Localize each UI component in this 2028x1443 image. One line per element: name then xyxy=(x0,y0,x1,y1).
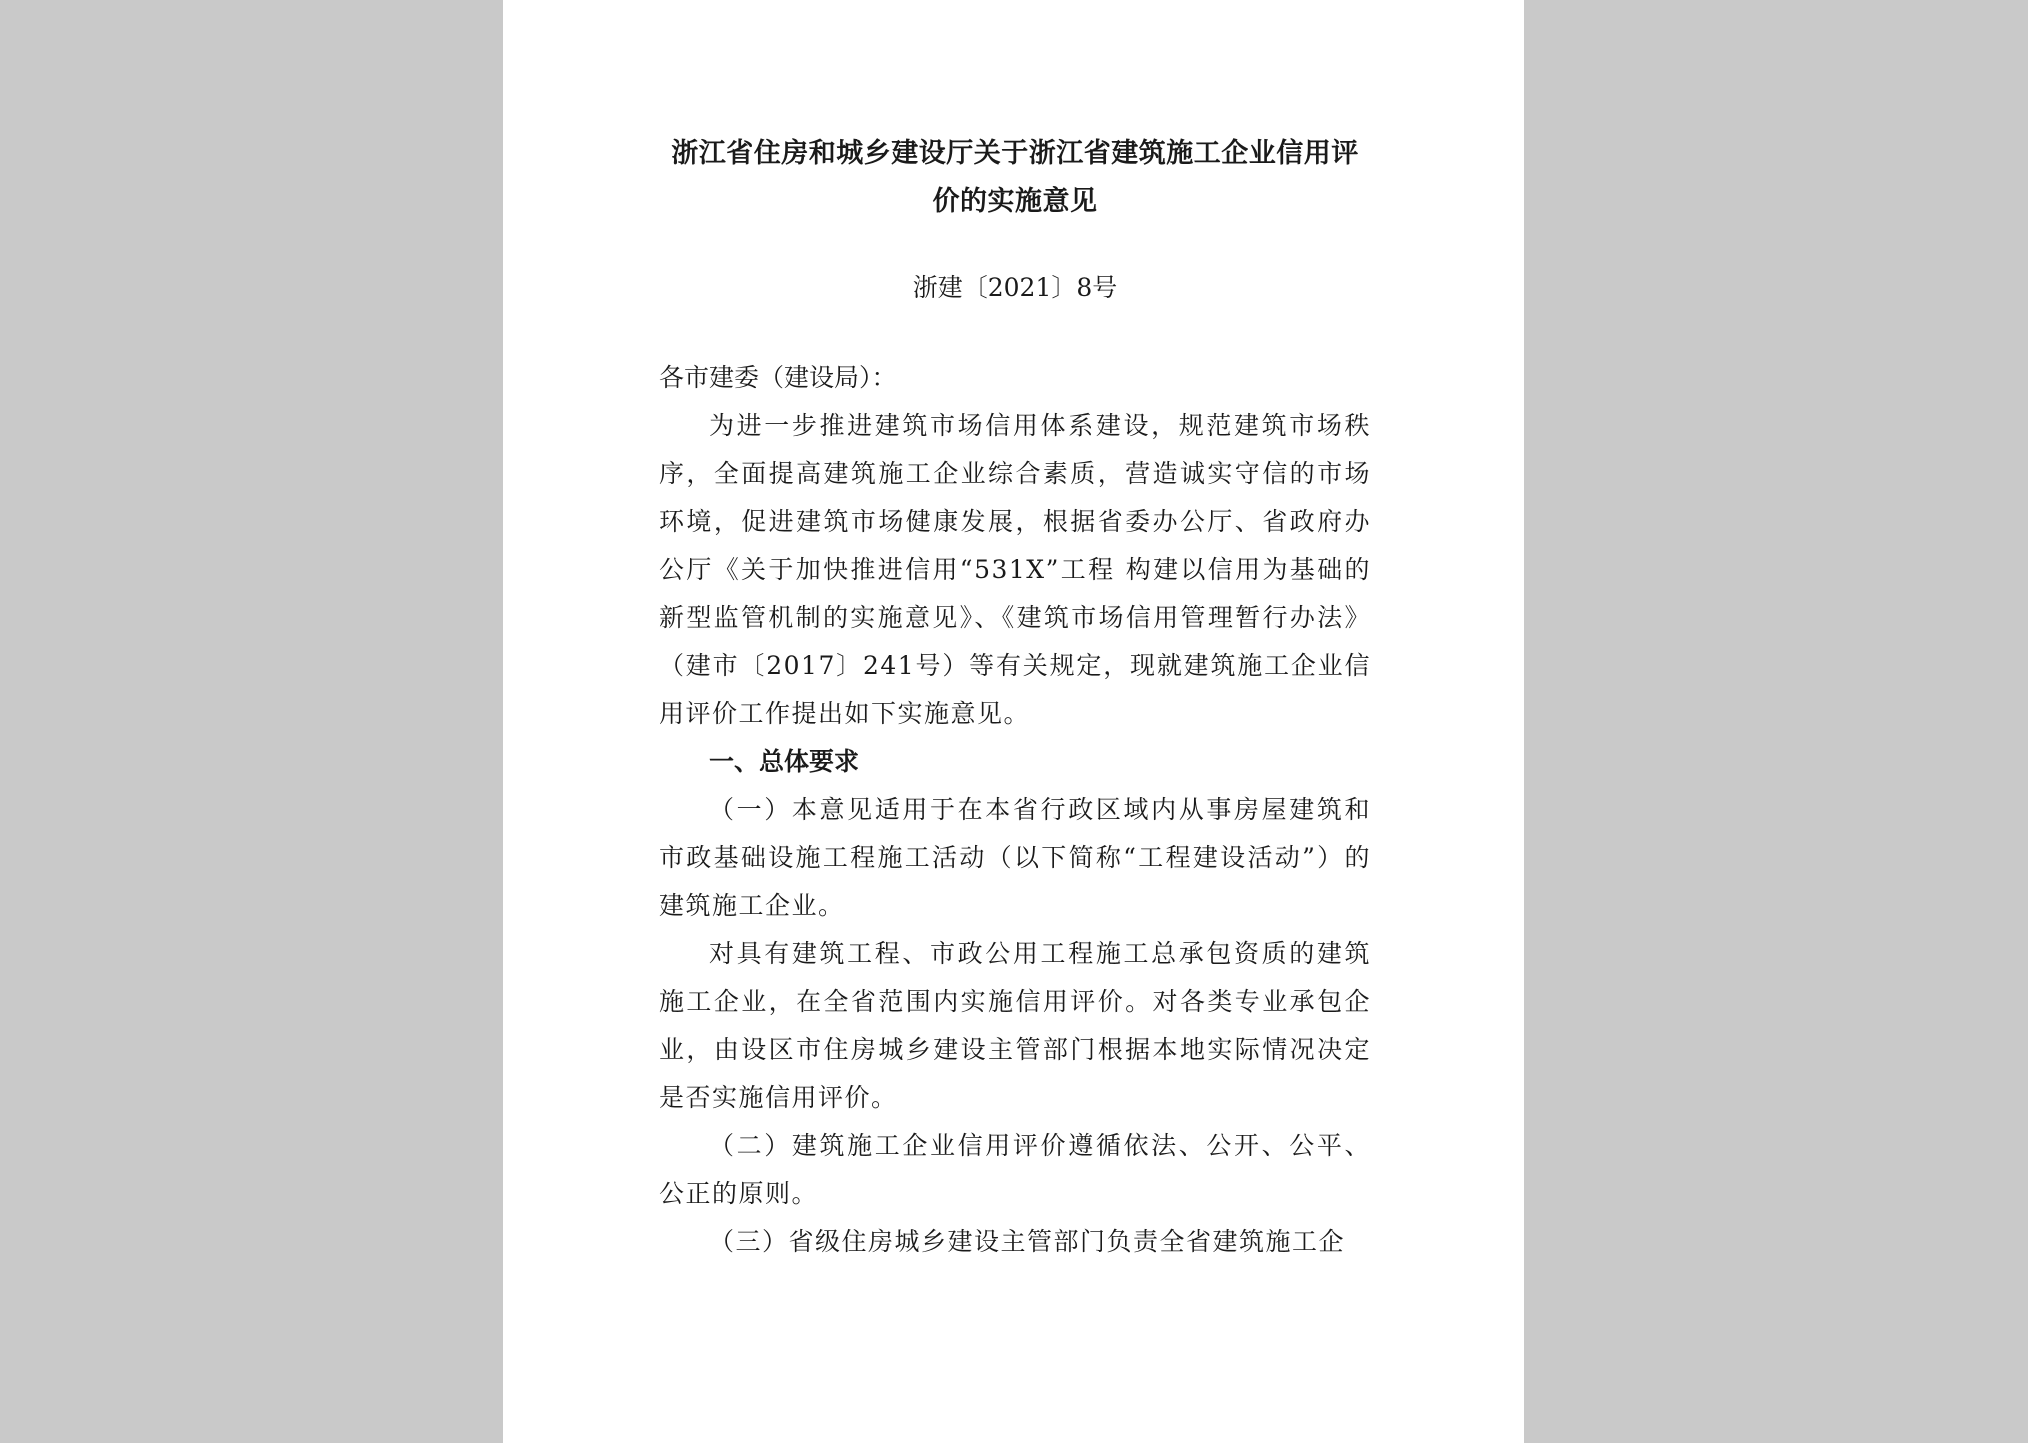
document-page xyxy=(503,0,1524,1443)
item-1-paragraph: （一）本意见适用于在本省行政区域内从事房屋建筑和市政基础设施工程施工活动（以下简称“工程建设活动”）的建筑施工企业。 xyxy=(659,795,1371,920)
item-3-paragraph: （三）省级住房城乡建设主管部门负责全省建筑施工企 xyxy=(709,1227,1346,1256)
section-heading-general-requirements: 一、总体要求 xyxy=(709,747,860,776)
title-line-2: 价的实施意见 xyxy=(932,186,1098,217)
item-2-paragraph: （二）建筑施工企业信用评价遵循依法、公开、公平、公正的原则。 xyxy=(659,1131,1371,1208)
document-body xyxy=(659,130,1371,1266)
document-title xyxy=(659,130,1371,226)
intro-paragraph: 为进一步推进建筑市场信用体系建设，规范建筑市场秩序，全面提高建筑施工企业综合素质，营造诚实守信的市场环境，促进建筑市场健康发展，根据省委办公厅、省政府办公厅《关于加快推进信用“531X”工程 构建以信用为基础的新型监管机制的实施意见》、《建筑市场信用管理暂行办法》（建市〔2017〕241号）等有关规定，现就建筑施工企业信用评价工作提出如下实施意见。 xyxy=(659,411,1371,728)
item-1-detail-paragraph: 对具有建筑工程、市政公用工程施工总承包资质的建筑施工企业，在全省范围内实施信用评价。对各类专业承包企业，由设区市住房城乡建设主管部门根据本地实际情况决定是否实施信用评价。 xyxy=(659,939,1371,1112)
document-number: 浙建〔2021〕8号 xyxy=(912,273,1118,302)
salutation: 各市建委（建设局）： xyxy=(659,363,897,392)
title-line-1: 浙江省住房和城乡建设厅关于浙江省建筑施工企业信用评 xyxy=(671,138,1359,169)
